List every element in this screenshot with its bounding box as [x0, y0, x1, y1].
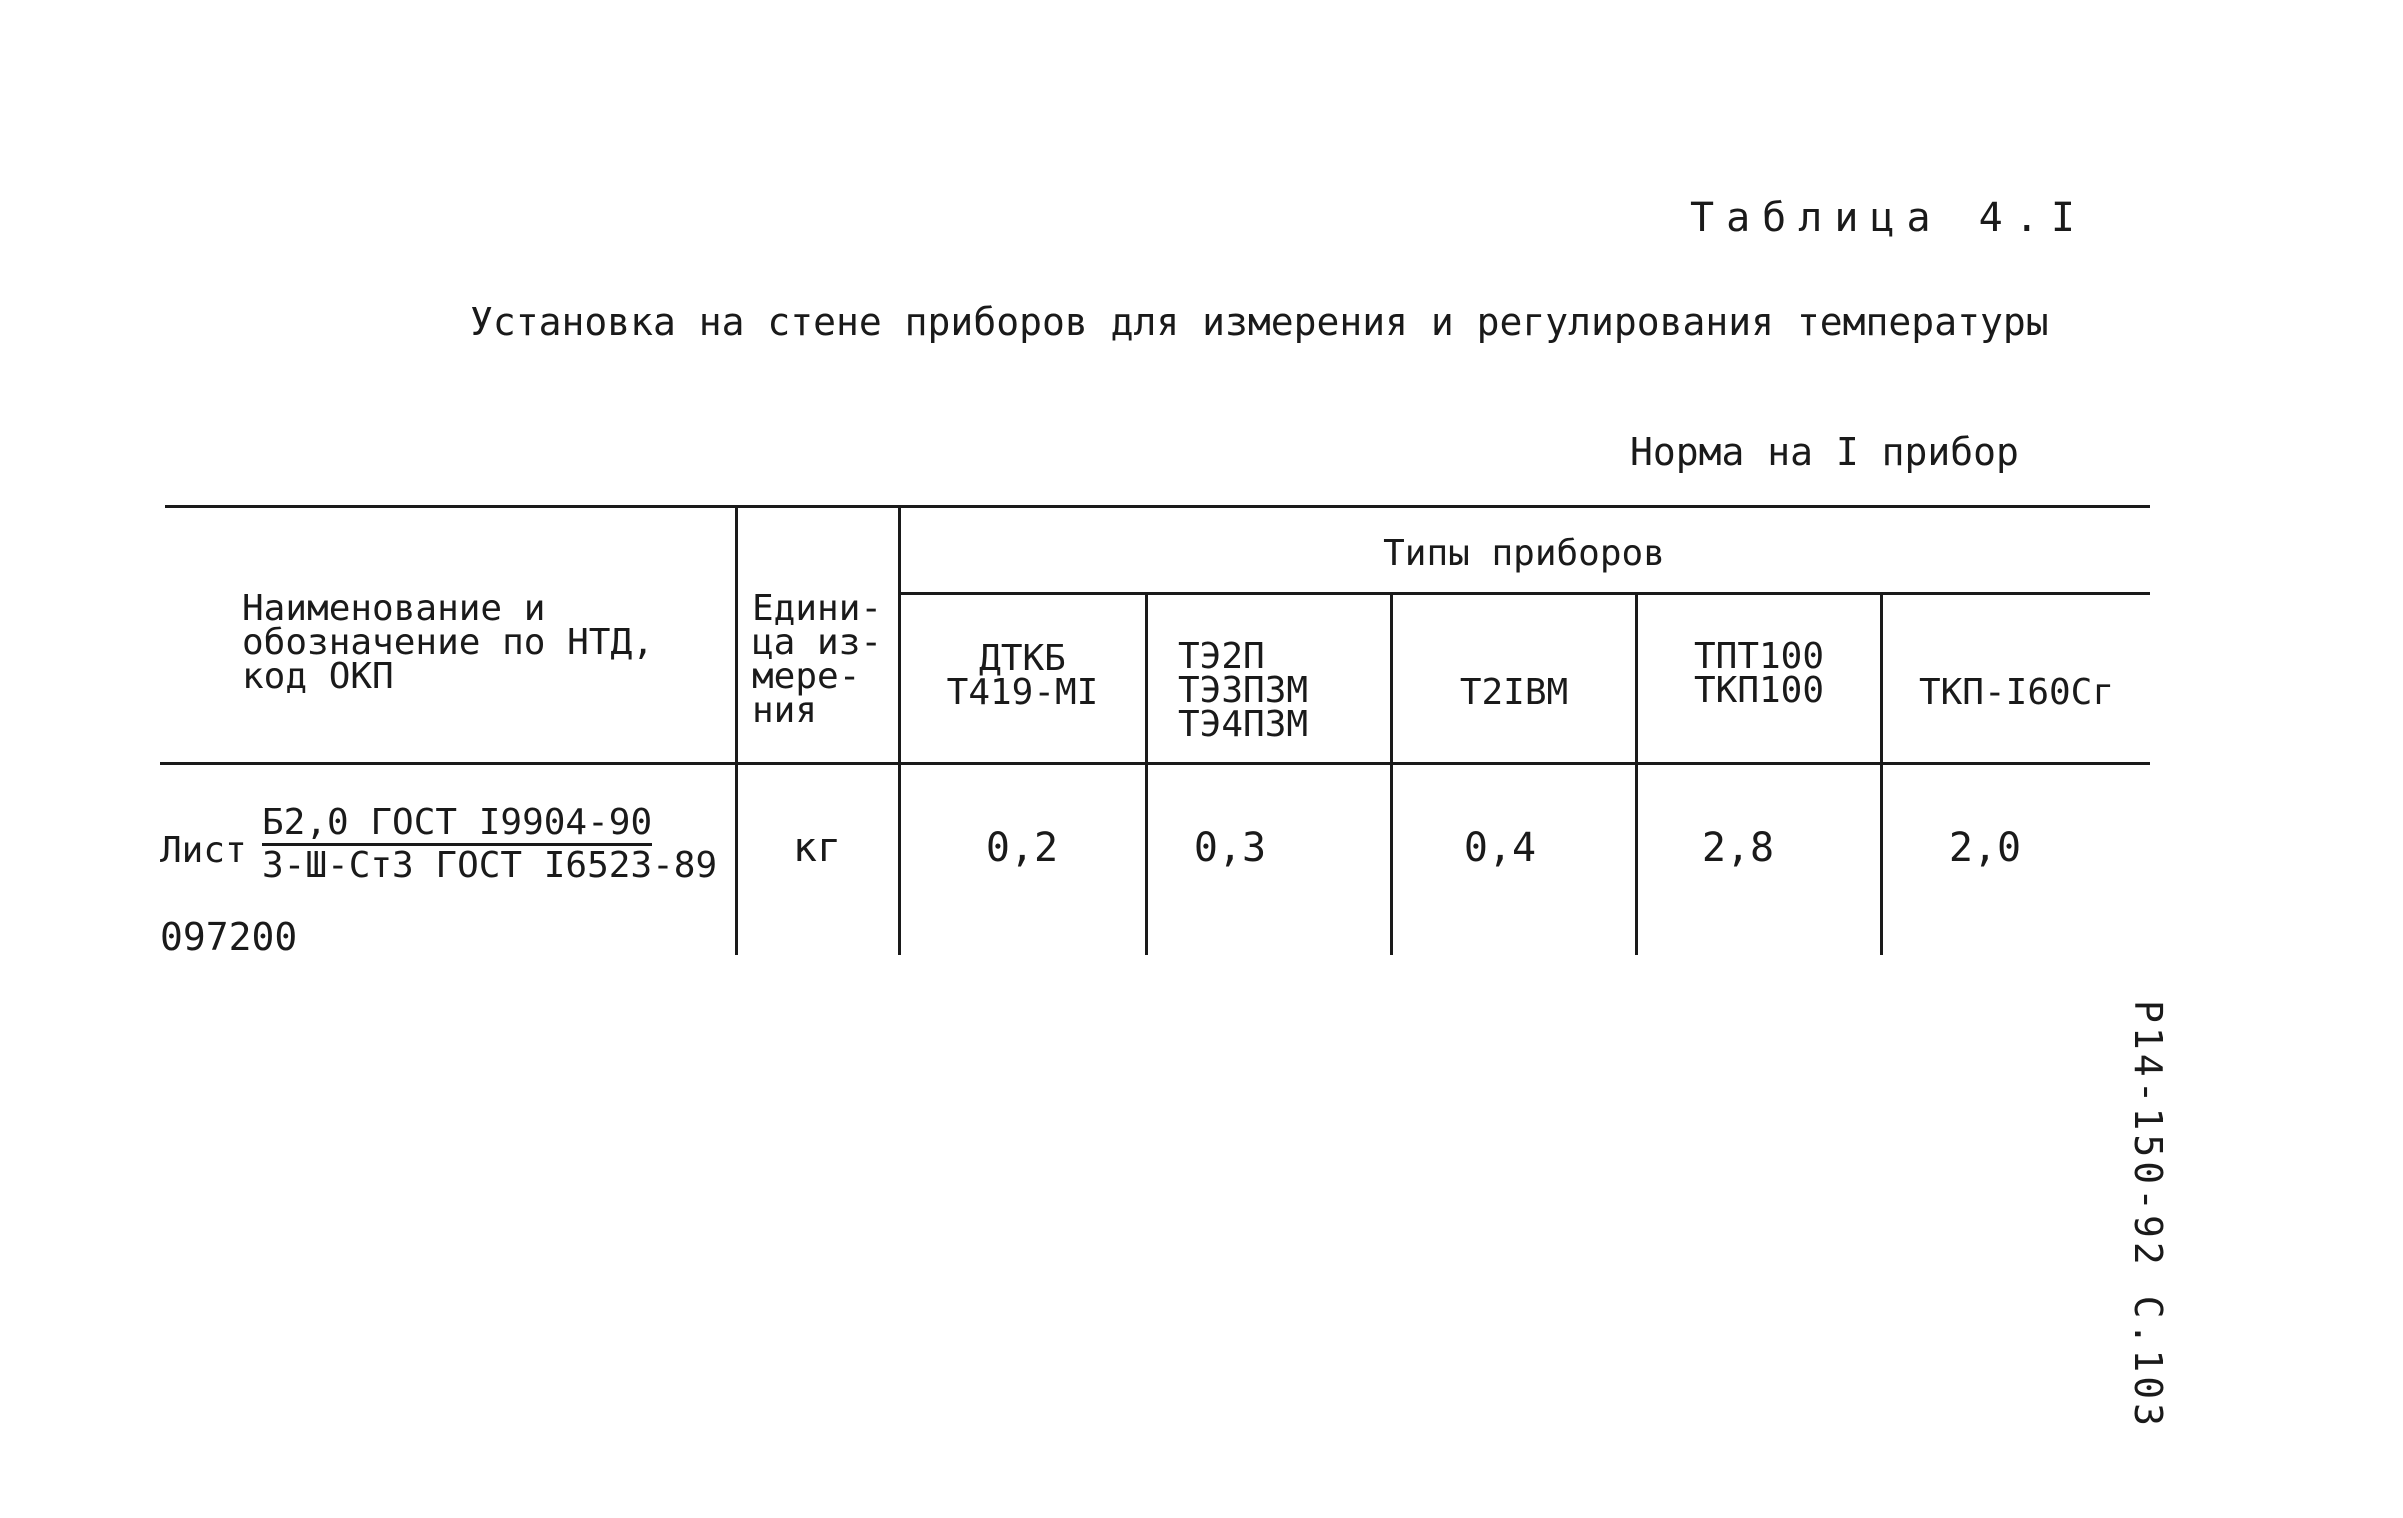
table-top-rule [165, 505, 2150, 508]
header-type-5: ТКП-I60Сг [1918, 672, 2115, 713]
header-type-4: ТПТ100 ТКП100 [1693, 636, 1825, 711]
value-type-5: 2,0 [1948, 825, 2022, 871]
col-divider-2 [898, 505, 901, 955]
okp-code: 097200 [160, 915, 298, 959]
header-type-3: Т2IВМ [1459, 672, 1569, 713]
designation-numerator: Б2,0 ГОСТ I9904-90 [262, 805, 652, 846]
header-bottom-rule [160, 762, 2150, 765]
unit-value: кг [792, 825, 842, 871]
table-caption: Таблица 4.I [1690, 195, 2087, 241]
header-type-1: ДТКБ Т419-МI [946, 638, 1099, 713]
header-types-group: Типы приборов [1383, 533, 1665, 574]
value-type-4: 2,8 [1701, 825, 1775, 871]
designation-denominator: 3-Ш-Ст3 ГОСТ I6523-89 [262, 845, 718, 886]
document-code: Р14-150-92 С.103 [2126, 1000, 2170, 1431]
col-divider-6 [1880, 592, 1883, 955]
row-label: Лист [160, 830, 247, 871]
value-type-1: 0,2 [985, 825, 1059, 871]
col-divider-1 [735, 505, 738, 955]
header-unit: Едини- ца из- мере- ния [752, 588, 883, 731]
row-designation [262, 802, 718, 886]
header-type-2: ТЭ2П ТЭЗПЗМ ТЭ4ПЗМ [1178, 636, 1309, 745]
value-type-3: 0,4 [1463, 825, 1537, 871]
document-title: Установка на стене приборов для измерения и регулирования температуры [470, 300, 2049, 344]
header-name: Наименование и обозначение по НТД, код ОКП [242, 588, 654, 697]
value-type-2: 0,3 [1193, 825, 1267, 871]
types-group-rule [898, 592, 2150, 595]
norm-note: Норма на I прибор [1630, 430, 2019, 474]
